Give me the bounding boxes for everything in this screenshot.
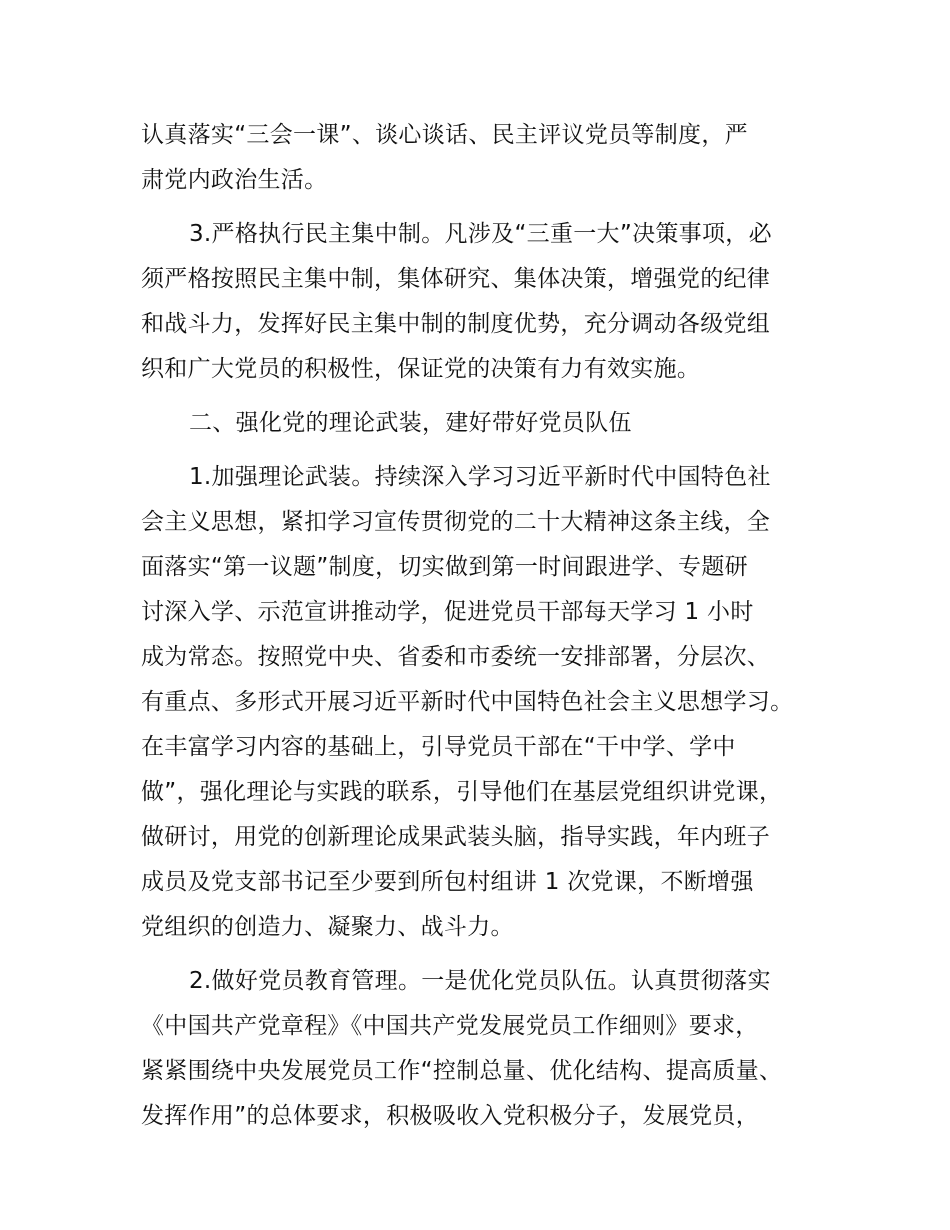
text-line: 讨深入学、示范宣讲推动学，促进党员干部每天学习 1 小时 bbox=[141, 599, 754, 625]
text-line: 织和广大党员的积极性，保证党的决策有力有效实施。 bbox=[141, 356, 701, 382]
text-line: 认真落实“三会一课”、谈心谈话、民主评议党员等制度，严 bbox=[141, 122, 748, 148]
section-heading-theory bbox=[141, 401, 841, 446]
text-line: 2.做好党员教育管理。一是优化党员队伍。认真贯彻落实 bbox=[189, 968, 771, 994]
text-line: 会主义思想，紧扣学习宣传贯彻党的二十大精神这条主线，全 bbox=[141, 509, 771, 535]
text-line: 做”，强化理论与实践的联系，引导他们在基层党组织讲党课， bbox=[141, 779, 783, 805]
text-line: 成员及党支部书记至少要到所包村组讲 1 次党课，不断增强 bbox=[141, 869, 754, 895]
text-line: 做研讨，用党的创新理论成果武装头脑，指导实践，年内班子 bbox=[141, 824, 771, 850]
paragraph-theory-study bbox=[141, 455, 841, 950]
text-line: 须严格按照民主集中制，集体研究、集体决策，增强党的纪律 bbox=[141, 266, 771, 292]
text-line: 有重点、多形式开展习近平新时代中国特色社会主义思想学习。 bbox=[141, 689, 794, 715]
text-line: 成为常态。按照党中央、省委和市委统一安排部署，分层次、 bbox=[141, 644, 771, 670]
paragraph-democratic-life bbox=[141, 113, 841, 203]
text-line: 1.加强理论武装。持续深入学习习近平新时代中国特色社 bbox=[189, 464, 771, 490]
text-line: 和战斗力，发挥好民主集中制的制度优势，充分调动各级党组 bbox=[141, 311, 771, 337]
text-line: 在丰富学习内容的基础上，引导党员干部在“干中学、学中 bbox=[141, 734, 736, 760]
text-line: 《中国共产党章程》《中国共产党发展党员工作细则》要求， bbox=[141, 1013, 759, 1039]
text-line: 发挥作用”的总体要求，积极吸收入党积极分子，发展党员， bbox=[141, 1103, 760, 1129]
paragraph-democratic-centralism bbox=[141, 212, 841, 392]
text-line: 肃党内政治生活。 bbox=[141, 167, 328, 193]
text-line: 党组织的创造力、凝聚力、战斗力。 bbox=[141, 914, 514, 940]
text-line: 3.严格执行民主集中制。凡涉及“三重一大”决策事项，必 bbox=[189, 221, 772, 247]
section-heading: 二、强化党的理论武装，建好带好党员队伍 bbox=[189, 410, 632, 436]
text-line: 面落实“第一议题”制度，切实做到第一时间跟进学、专题研 bbox=[141, 554, 748, 580]
paragraph-member-education bbox=[141, 959, 841, 1139]
text-line: 紧紧围绕中央发展党员工作“控制总量、优化结构、提高质量、 bbox=[141, 1058, 783, 1084]
document-body bbox=[141, 113, 841, 1148]
